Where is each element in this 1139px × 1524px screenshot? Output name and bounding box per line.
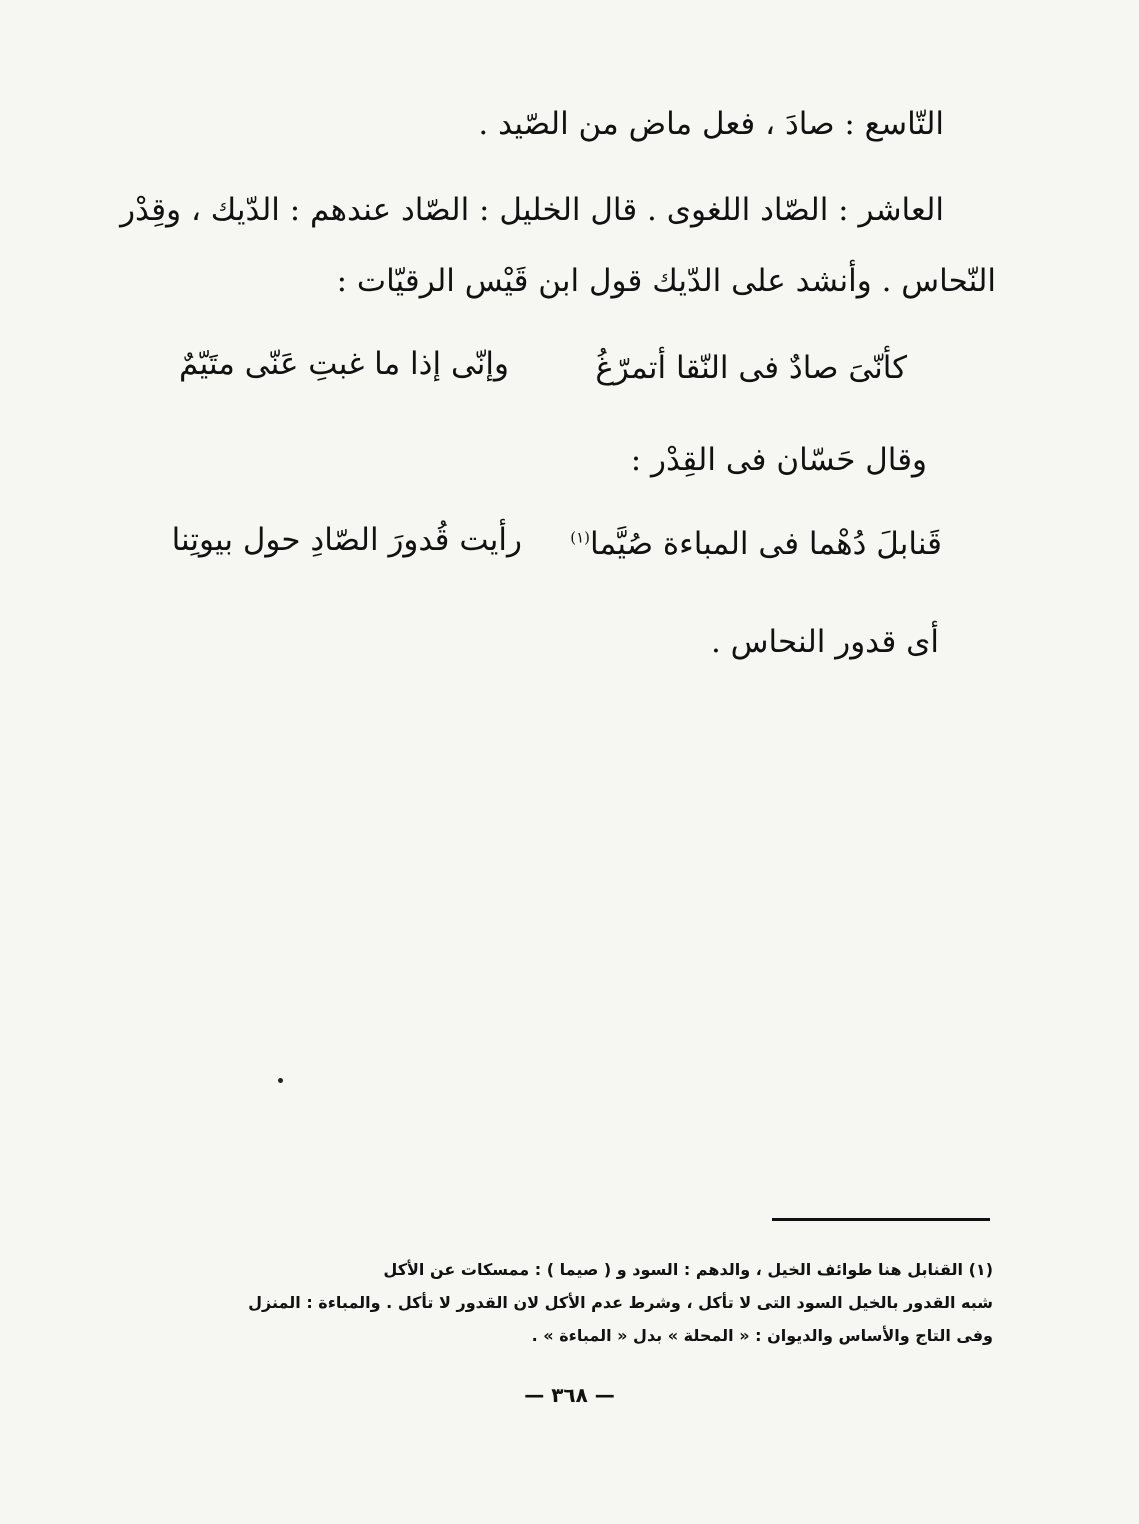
verse2-second-hemistich: [570, 524, 942, 564]
text-line-hassan: وقال حَسّان فى القِدْر :: [630, 442, 927, 478]
footnote-line: وفى التاج والأساس والديوان : « المحلة » بدل « المباءة » .: [531, 1326, 993, 1345]
page-number: — ٣٦٨ —: [524, 1383, 615, 1407]
verse2-first-hemistich: رأيت قُدورَ الصّادِ حول بيوتِنا: [171, 522, 522, 558]
footnote-line: (١) القنابل هنا طوائف الخيل ، والدهم : السود و ( صيما ) : ممسكات عن الأكل: [383, 1260, 993, 1279]
verse1-second-hemistich: كأنّىَ صادٌ فى النّقا أتمرّغُ: [595, 350, 907, 386]
verse1-first-hemistich: وإنّى إذا ما غبتِ عَنّى متَيّمٌ: [178, 346, 509, 382]
text-line-tenth: العاشر : الصّاد اللغوى . قال الخليل : الصّاد عندهم : الدّيك ، وقِدْر: [120, 192, 944, 228]
verse2-second-text: قَنابلَ دُهْما فى المباءة صُيَّما: [590, 526, 942, 562]
text-line-copper-pots: أى قدور النحاس .: [710, 624, 939, 660]
footnote-marker: (١): [570, 528, 591, 547]
ink-speck: [278, 1078, 283, 1083]
footnote-divider: [772, 1218, 990, 1221]
text-line-ninth: التّاسع : صادَ ، فعل ماض من الصّيد .: [478, 106, 944, 142]
text-line-copper: النّحاس . وأنشد على الدّيك قول ابن قَيْس الرقيّات :: [336, 263, 996, 299]
footnote: [118, 1253, 993, 1352]
footnote-line: شبه القدور بالخيل السود التى لا تأكل ، وشرط عدم الأكل لان القدور لا تأكل . والمباءة : المنزل: [248, 1293, 993, 1312]
